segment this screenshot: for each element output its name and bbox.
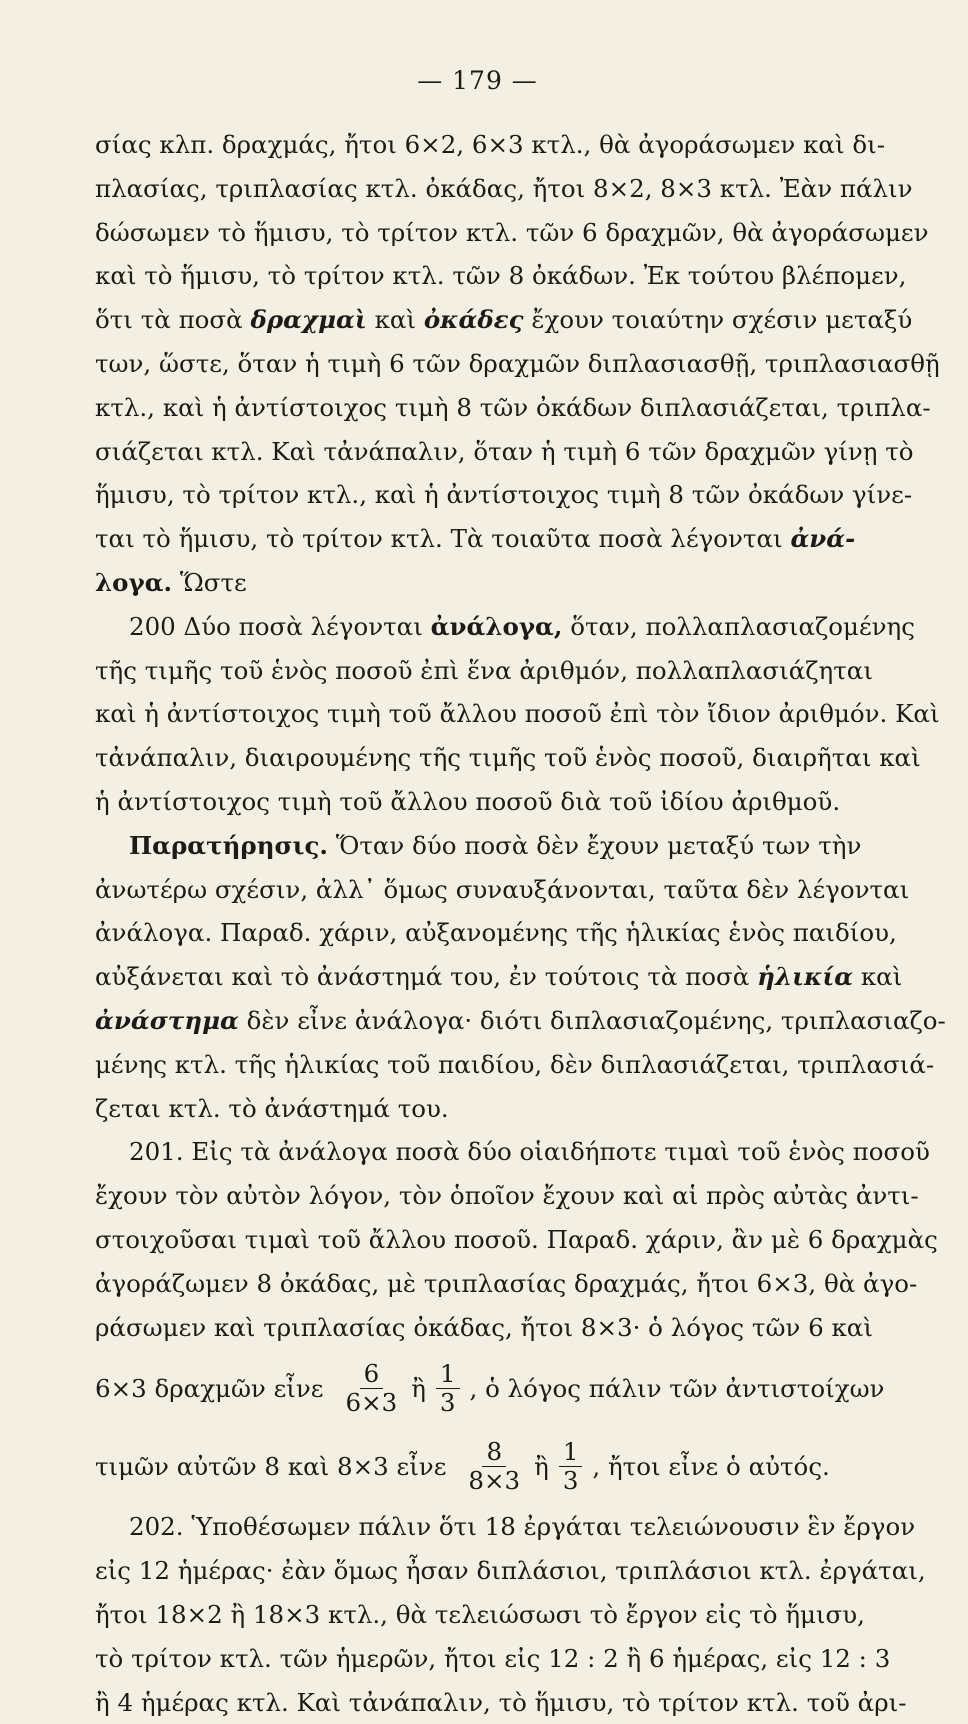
text-line: σιάζεται κτλ. Καὶ τἀνάπαλιν, ὅταν ἡ τιμὴ 6 τῶν δραχμῶν γίνῃ τὸ — [95, 430, 840, 474]
paragraph-note — [95, 824, 840, 1131]
term-drachmai: δραχμαὶ — [251, 305, 367, 334]
text-line: ἀγοράζωμεν 8 ὀκάδας, μὲ τριπλασίας δραχμάς, ἤτοι 6×3, θὰ ἀγο- — [95, 1262, 840, 1306]
fraction-6-over-6x3: $\frac{6}{6\times 3}$ — [342, 1360, 402, 1417]
text-line: εἰς 12 ἡμέρας· ἐὰν ὅμως ἦσαν διπλάσιοι, τριπλάσιοι κτλ. ἐργάται, — [95, 1549, 840, 1593]
text-line: δώσωμεν τὸ ἥμισυ, τὸ τρίτον κτλ. τῶν 6 δραχμῶν, θὰ ἀγοράσωμεν — [95, 211, 840, 255]
term-anastima: ἀνάστημα — [95, 1006, 239, 1035]
term-hlikia: ἡλικία — [757, 962, 853, 991]
text-line: σίας κλπ. δραχμάς, ἤτοι 6×2, 6×3 κτλ., θὰ ἀγοράσωμεν καὶ δι- — [95, 123, 840, 167]
text-line: τῆς τιμῆς τοῦ ἑνὸς ποσοῦ ἐπὶ ἕνα ἀριθμόν, πολλαπλασιάζηται — [95, 649, 840, 693]
text-line: πλασίας, τριπλασίας κτλ. ὀκάδας, ἤτοι 8×2, 8×3 κτλ. Ἐὰν πάλιν — [95, 167, 840, 211]
term-okades: ὀκάδες — [424, 305, 524, 334]
text-line: τὸ τρίτον κτλ. τῶν ἡμερῶν, ἤτοι εἰς 12 : 2 ἢ 6 ἡμέρας, εἰς 12 : 3 — [95, 1637, 840, 1681]
text-line: ἥμισυ, τὸ τρίτον κτλ., καὶ ἡ ἀντίστοιχος τιμὴ 8 τῶν ὀκάδων γίνε- — [95, 473, 840, 517]
text-line: ἡ ἀντίστοιχος τιμὴ τοῦ ἄλλου ποσοῦ διὰ τοῦ ἰδίου ἀριθμοῦ. — [95, 780, 840, 824]
text-line: ράσωμεν καὶ τριπλασίας ὀκάδας, ἤτοι 8×3· ὁ λόγος τῶν 6 καὶ — [95, 1306, 840, 1350]
fraction-line-2: τιμῶν αὐτῶν 8 καὶ 8×3 εἶνε $\frac{8}{8\times 3}$ ἢ $\frac{1}{3}$ , ἤτοι εἶνε ὁ αὐτός. — [95, 1427, 840, 1505]
text-line: στοιχοῦσαι τιμαὶ τοῦ ἄλλου ποσοῦ. Παραδ. χάριν, ἂν μὲ 6 δραχμὰς — [95, 1218, 840, 1262]
paragraph-202 — [95, 1505, 840, 1724]
fraction-1-over-3: $\frac{1}{3}$ — [559, 1438, 583, 1495]
fraction-line-1: 6×3 δραχμῶν εἶνε $\frac{6}{6\times 3}$ ἢ $\frac{1}{3}$ , ὁ λόγος πάλιν τῶν ἀντιστοίχων — [95, 1349, 840, 1427]
page-number: — 179 — — [115, 66, 840, 95]
fraction-1-over-3: $\frac{1}{3}$ — [436, 1360, 460, 1417]
text-line: 202. Ὑποθέσωμεν πάλιν ὅτι 18 ἐργάται τελειώνουσιν ἓν ἔργον — [95, 1505, 840, 1549]
text-line: 201. Εἰς τὰ ἀνάλογα ποσὰ δύο οἱαιδήποτε τιμαὶ τοῦ ἑνὸς ποσοῦ — [95, 1130, 840, 1174]
text-line: ἔχουν τὸν αὐτὸν λόγον, τὸν ὁποῖον ἔχουν καὶ αἱ πρὸς αὐτὰς ἀντι- — [95, 1174, 840, 1218]
text-line: ἤτοι 18×2 ἢ 18×3 κτλ., θὰ τελειώσωσι τὸ ἔργον εἰς τὸ ἥμισυ, — [95, 1593, 840, 1637]
text-line: λογα. Ὥστε — [95, 561, 840, 605]
text-line: ζεται κτλ. τὸ ἀνάστημά του. — [95, 1087, 840, 1131]
term-analoga-part2: λογα. — [95, 568, 172, 597]
text-line: κτλ., καὶ ἡ ἀντίστοιχος τιμὴ 8 τῶν ὀκάδων διπλασιάζεται, τριπλα- — [95, 386, 840, 430]
text-line: των, ὥστε, ὅταν ἡ τιμὴ 6 τῶν δραχμῶν διπλασιασθῇ, τριπλασιασθῇ — [95, 342, 840, 386]
text-line: ἀνάλογα. Παραδ. χάριν, αὐξανομένης τῆς ἡλικίας ἑνὸς παιδίου, — [95, 911, 840, 955]
text-line: μένης κτλ. τῆς ἡλικίας τοῦ παιδίου, δὲν διπλασιάζεται, τριπλασιά- — [95, 1043, 840, 1087]
fraction-8-over-8x3: $\frac{8}{8\times 3}$ — [464, 1438, 524, 1495]
paragraph-201 — [95, 1130, 840, 1349]
text-line: αὐξάνεται καὶ τὸ ἀνάστημά του, ἐν τούτοις τὰ ποσὰ ἡλικία καὶ — [95, 955, 840, 999]
text-line: ἀνωτέρω σχέσιν, ἀλλ᾽ ὅμως συναυξάνονται, ταῦτα δὲν λέγονται — [95, 868, 840, 912]
text-line: καὶ τὸ ἥμισυ, τὸ τρίτον κτλ. τῶν 8 ὀκάδων. Ἐκ τούτου βλέπομεν, — [95, 254, 840, 298]
text-line: ται τὸ ἥμισυ, τὸ τρίτον κτλ. Τὰ τοιαῦτα ποσὰ λέγονται ἀνά- — [95, 517, 840, 561]
text-line: Παρατήρησις. Ὅταν δύο ποσὰ δὲν ἔχουν μεταξύ των τὴν — [95, 824, 840, 868]
text-line: 200 Δύο ποσὰ λέγονται ἀνάλογα, ὅταν, πολλαπλασιαζομένης — [95, 605, 840, 649]
paragraph-200 — [95, 605, 840, 824]
text-line: ὅτι τὰ ποσὰ δραχμαὶ καὶ ὀκάδες ἔχουν τοιαύτην σχέσιν μεταξύ — [95, 298, 840, 342]
text-line: ἢ 4 ἡμέρας κτλ. Καὶ τἀνάπαλιν, τὸ ἥμισυ, τὸ τρίτον κτλ. τοῦ ἀρι- — [95, 1681, 840, 1724]
text-line: ἀνάστημα δὲν εἶνε ἀνάλογα· διότι διπλασιαζομένης, τριπλασιαζο- — [95, 999, 840, 1043]
term-analoga: ἀνάλογα, — [431, 612, 563, 641]
paragraph-intro — [95, 123, 840, 605]
text-line: τἀνάπαλιν, διαιρουμένης τῆς τιμῆς τοῦ ἑνὸς ποσοῦ, διαιρῆται καὶ — [95, 736, 840, 780]
text-line: καὶ ἡ ἀντίστοιχος τιμὴ τοῦ ἄλλου ποσοῦ ἐπὶ τὸν ἴδιον ἀριθμόν. Καὶ — [95, 692, 840, 736]
term-analoga-part1: ἀνά- — [790, 524, 855, 553]
note-title: Παρατήρησις. — [129, 831, 328, 860]
